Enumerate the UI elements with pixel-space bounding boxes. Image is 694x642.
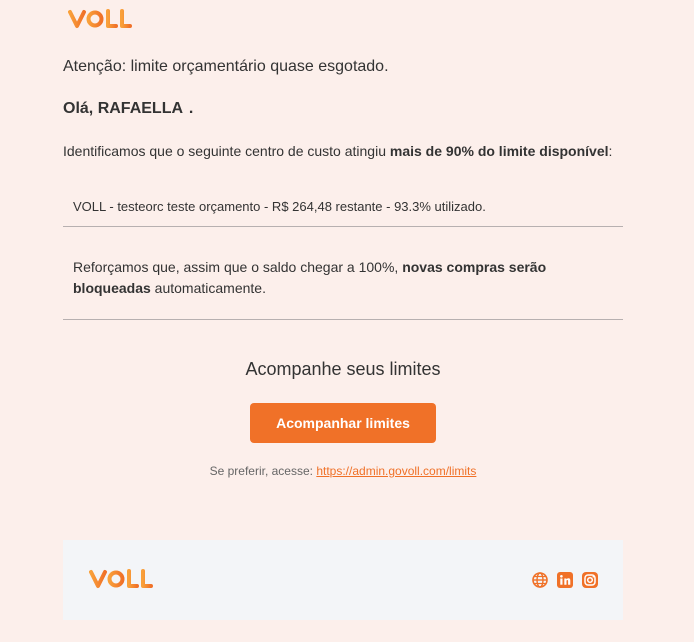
notice-end: automaticamente. bbox=[150, 280, 266, 296]
intro-text: Identificamos que o seguinte centro de custo atingiu bbox=[63, 143, 390, 159]
voll-logo bbox=[68, 8, 138, 30]
track-limits-button[interactable]: Acompanhar limites bbox=[250, 403, 436, 443]
divider bbox=[63, 226, 623, 227]
notice-text: Reforçamos que, assim que o saldo chegar a 100%, bbox=[73, 259, 403, 275]
alert-heading: Atenção: limite orçamentário quase esgotado. bbox=[63, 58, 389, 75]
alt-prefix: Se preferir, acesse: bbox=[209, 464, 317, 478]
cost-center-line: VOLL - testeorc teste orçamento - R$ 264,48 restante - 93.3% utilizado. bbox=[73, 199, 486, 214]
block-notice bbox=[73, 257, 618, 299]
greeting-prefix: Olá, bbox=[63, 100, 94, 117]
linkedin-icon[interactable] bbox=[557, 572, 573, 588]
voll-logo bbox=[89, 568, 159, 590]
footer bbox=[63, 540, 623, 620]
greeting-suffix: . bbox=[188, 100, 194, 117]
recipient-name: RAFAELLA bbox=[97, 100, 183, 117]
greeting bbox=[63, 100, 193, 118]
notice-bold: novas compras serão bloqueadas bbox=[73, 259, 547, 296]
limits-link[interactable]: https://admin.govoll.com/limits bbox=[316, 464, 477, 478]
intro-end: : bbox=[608, 143, 613, 159]
instagram-icon[interactable] bbox=[582, 572, 598, 588]
intro-bold: mais de 90% do limite disponível bbox=[389, 143, 609, 159]
intro-paragraph bbox=[63, 143, 612, 159]
alt-access-line bbox=[0, 464, 686, 478]
section-title: Acompanhe seus limites bbox=[245, 359, 441, 379]
globe-icon[interactable] bbox=[532, 572, 548, 588]
divider bbox=[63, 319, 623, 320]
